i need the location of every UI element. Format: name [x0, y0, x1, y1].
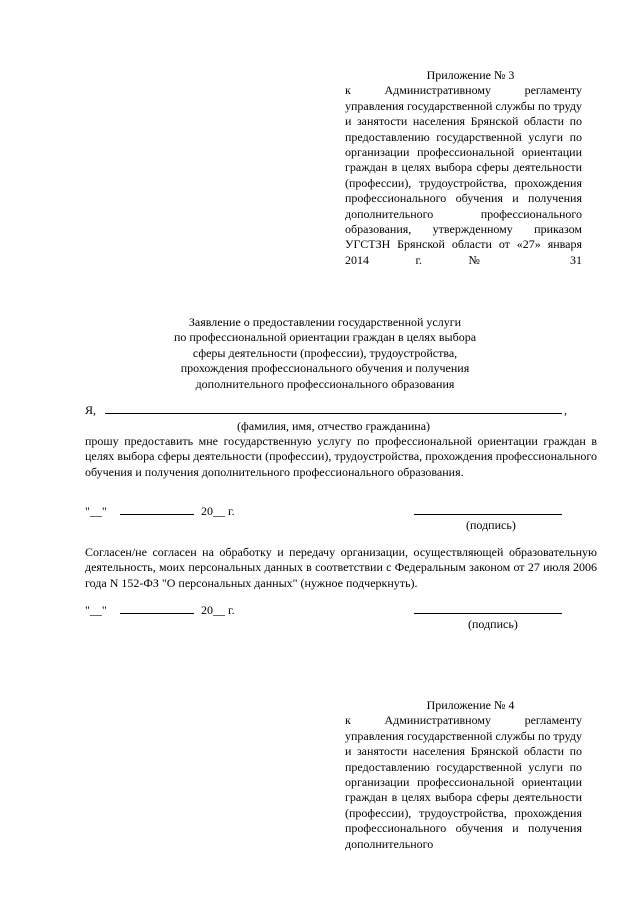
heading-line: сферы деятельности (профессии), трудоустройства,: [192, 345, 458, 360]
appendix-4-block: [345, 698, 582, 852]
appendix-4-body: к Административному регламенту управления государственной службы по труду и занятости населения Брянской области по предоставлению государственной услуги по организации профессиональной ориентации граждан в целях выбора сферы деятельности (профессии), трудоустройства, прохождения профессионального обучения и получения дополнительного: [345, 713, 582, 851]
heading-line: прохождения профессионального обучения и получения: [180, 361, 470, 376]
appendix-3-body: к Административному регламенту управления государственной службы по труду и занятости населения Брянской области по предоставлению государственной услуги по организации профессиональной ориентации граждан в целях выбора сферы деятельности (профессии), трудоустройства, прохождения профессионального обучения и получения дополнительного профессионального образования, утвержденному приказом УГСТЗН Брянской области от «27» января 2014 г. № 31: [345, 83, 582, 267]
date-day-2: "__": [85, 603, 107, 617]
request-paragraph: прошу предоставить мне государственную услугу по профессиональной ориентации граждан в целях выбора сферы деятельности (профессии), трудоустройства, прохождения профессионального обучения и получения дополнительного профессионального образования.: [85, 434, 597, 479]
date-day-1: "__": [85, 504, 107, 518]
heading-line: по профессиональной ориентации граждан в целях выбора: [173, 330, 477, 345]
date-month-line-2[interactable]: [120, 613, 194, 614]
date-year-1: 20__ г.: [201, 504, 235, 518]
consent-paragraph: Согласен/не согласен на обработку и передачу организации, осуществляющей образовательную деятельность, моих персональных данных в соответствии с Федеральным законом от 27 июля 2006 года N 152-ФЗ "О персональных данных" (нужное подчеркнуть).: [85, 545, 597, 590]
signature-line-2[interactable]: [414, 613, 562, 614]
appendix-4-title: Приложение № 4: [426, 698, 515, 712]
date-year-2: 20__ г.: [201, 603, 235, 617]
fio-field-line[interactable]: [105, 413, 562, 414]
signature-caption-1: (подпись): [466, 518, 516, 532]
appendix-3-title: Приложение № 3: [426, 68, 515, 82]
ya-label: Я,: [85, 403, 97, 417]
signature-caption-2: (подпись): [468, 617, 518, 631]
fio-comma: ,: [564, 403, 567, 417]
heading-line: дополнительного профессионального образования: [195, 376, 455, 391]
fio-caption: (фамилия, имя, отчество гражданина): [237, 419, 431, 433]
signature-line-1[interactable]: [414, 514, 562, 515]
date-month-line-1[interactable]: [120, 514, 194, 515]
heading-line: Заявление о предоставлении государственной услуги: [188, 315, 462, 329]
appendix-3-block: [345, 68, 582, 268]
application-heading: [150, 315, 500, 392]
